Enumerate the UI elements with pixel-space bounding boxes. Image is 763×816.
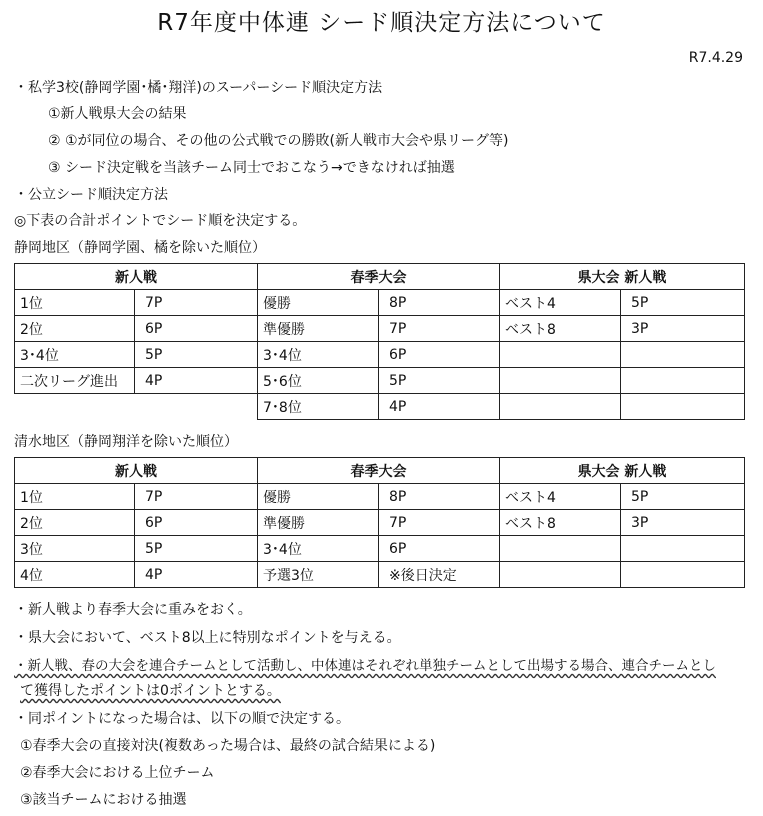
table-cell: 優勝 — [258, 290, 379, 316]
table-cell: 6P — [379, 536, 500, 562]
table-cell-empty — [135, 394, 258, 420]
table-cell: 2位 — [15, 510, 135, 536]
table-cell: 7P — [135, 484, 258, 510]
table-cell: ベスト4 — [500, 290, 621, 316]
table-row — [15, 510, 745, 536]
table-cell: 7P — [379, 510, 500, 536]
table-cell: 予選3位 — [258, 562, 379, 588]
table-cell: 7P — [135, 290, 258, 316]
table-cell: 6P — [135, 510, 258, 536]
shizuoka-label: 静岡地区（静岡学園、橘を除いた順位） — [14, 240, 266, 256]
table-row — [15, 342, 745, 368]
header-shinjinsen: 新人戦 — [15, 458, 258, 484]
private-item-1: ①新人戦県大会の結果 — [48, 106, 187, 122]
note-2: ・県大会において、ベスト8以上に特別なポイントを与える。 — [14, 630, 401, 646]
header-shunki: 春季大会 — [258, 264, 500, 290]
table-cell: ※後日決定 — [379, 562, 500, 588]
table-cell — [621, 394, 745, 420]
table-cell: 優勝 — [258, 484, 379, 510]
table-cell: 8P — [379, 484, 500, 510]
table-cell: ベスト8 — [500, 510, 621, 536]
table-cell: 5･6位 — [258, 368, 379, 394]
table-cell: ベスト8 — [500, 316, 621, 342]
table-header-row — [15, 458, 745, 484]
note-1: ・新人戦より春季大会に重みをおく。 — [14, 602, 252, 618]
table-cell: 1位 — [15, 484, 135, 510]
private-item-2: ② ①が同位の場合、その他の公式戦での勝敗(新人戦市大会や県リーグ等) — [48, 133, 509, 149]
table-row — [15, 562, 745, 588]
table-cell — [500, 562, 621, 588]
table-cell: 1位 — [15, 290, 135, 316]
shizuoka-points-table — [14, 263, 745, 420]
table-cell — [500, 536, 621, 562]
table-cell: 3･4位 — [258, 536, 379, 562]
table-cell: 4P — [135, 368, 258, 394]
table-cell — [621, 368, 745, 394]
table-cell: 3･4位 — [15, 342, 135, 368]
table-row — [15, 484, 745, 510]
table-cell: 5P — [379, 368, 500, 394]
table-header-row — [15, 264, 745, 290]
table-cell: 7P — [379, 316, 500, 342]
header-kentaikai: 県大会 新人戦 — [500, 264, 745, 290]
table-cell: 5P — [621, 290, 745, 316]
public-rule: ◎下表の合計ポイントでシード順を決定する。 — [14, 213, 307, 229]
header-kentaikai: 県大会 新人戦 — [500, 458, 745, 484]
table-cell: 3位 — [15, 536, 135, 562]
table-cell: 準優勝 — [258, 316, 379, 342]
table-cell — [500, 394, 621, 420]
table-cell — [621, 562, 745, 588]
table-cell: 6P — [379, 342, 500, 368]
table-cell — [621, 536, 745, 562]
table-cell: 準優勝 — [258, 510, 379, 536]
table-cell — [500, 342, 621, 368]
table-cell: 5P — [135, 342, 258, 368]
document-date: R7.4.29 — [688, 50, 743, 66]
tiebreak-1: ①春季大会の直接対決(複数あった場合は、最終の試合結果による) — [20, 738, 436, 754]
shimizu-label: 清水地区（静岡翔洋を除いた順位） — [14, 434, 238, 450]
note-3-cont: て獲得したポイントは0ポイントとする。 — [20, 683, 281, 699]
table-cell: 二次リーグ進出 — [15, 368, 135, 394]
table-row — [15, 394, 745, 420]
note-4: ・同ポイントになった場合は、以下の順で決定する。 — [14, 711, 350, 727]
table-cell: 6P — [135, 316, 258, 342]
tiebreak-3: ③該当チームにおける抽選 — [20, 792, 187, 808]
note-3: ・新人戦、春の大会を連合チームとして活動し、中体連はそれぞれ単独チームとして出場する場合、連合チームとし — [14, 658, 716, 674]
table-cell: 3P — [621, 510, 745, 536]
table-cell: 2位 — [15, 316, 135, 342]
private-heading: ・私学3校(静岡学園･橘･翔洋)のスーパーシード順決定方法 — [14, 80, 383, 96]
header-shinjinsen: 新人戦 — [15, 264, 258, 290]
public-heading: ・公立シード順決定方法 — [14, 187, 168, 203]
table-cell: ベスト4 — [500, 484, 621, 510]
table-row — [15, 290, 745, 316]
table-cell — [500, 368, 621, 394]
shimizu-points-table — [14, 457, 745, 588]
table-cell: 4位 — [15, 562, 135, 588]
table-row — [15, 536, 745, 562]
table-cell — [621, 342, 745, 368]
table-cell: 4P — [135, 562, 258, 588]
private-item-3: ③ シード決定戦を当該チーム同士でおこなう→できなければ抽選 — [48, 160, 455, 176]
table-cell-empty — [15, 394, 135, 420]
table-row — [15, 316, 745, 342]
table-cell: 8P — [379, 290, 500, 316]
table-cell: 5P — [135, 536, 258, 562]
table-cell: 5P — [621, 484, 745, 510]
table-cell: 4P — [379, 394, 500, 420]
page-title: R7年度中体連 シード順決定方法について — [157, 10, 606, 36]
tiebreak-2: ②春季大会における上位チーム — [20, 765, 215, 781]
header-shunki: 春季大会 — [258, 458, 500, 484]
table-cell: 3･4位 — [258, 342, 379, 368]
table-cell: 7･8位 — [258, 394, 379, 420]
table-cell: 3P — [621, 316, 745, 342]
table-row — [15, 368, 745, 394]
